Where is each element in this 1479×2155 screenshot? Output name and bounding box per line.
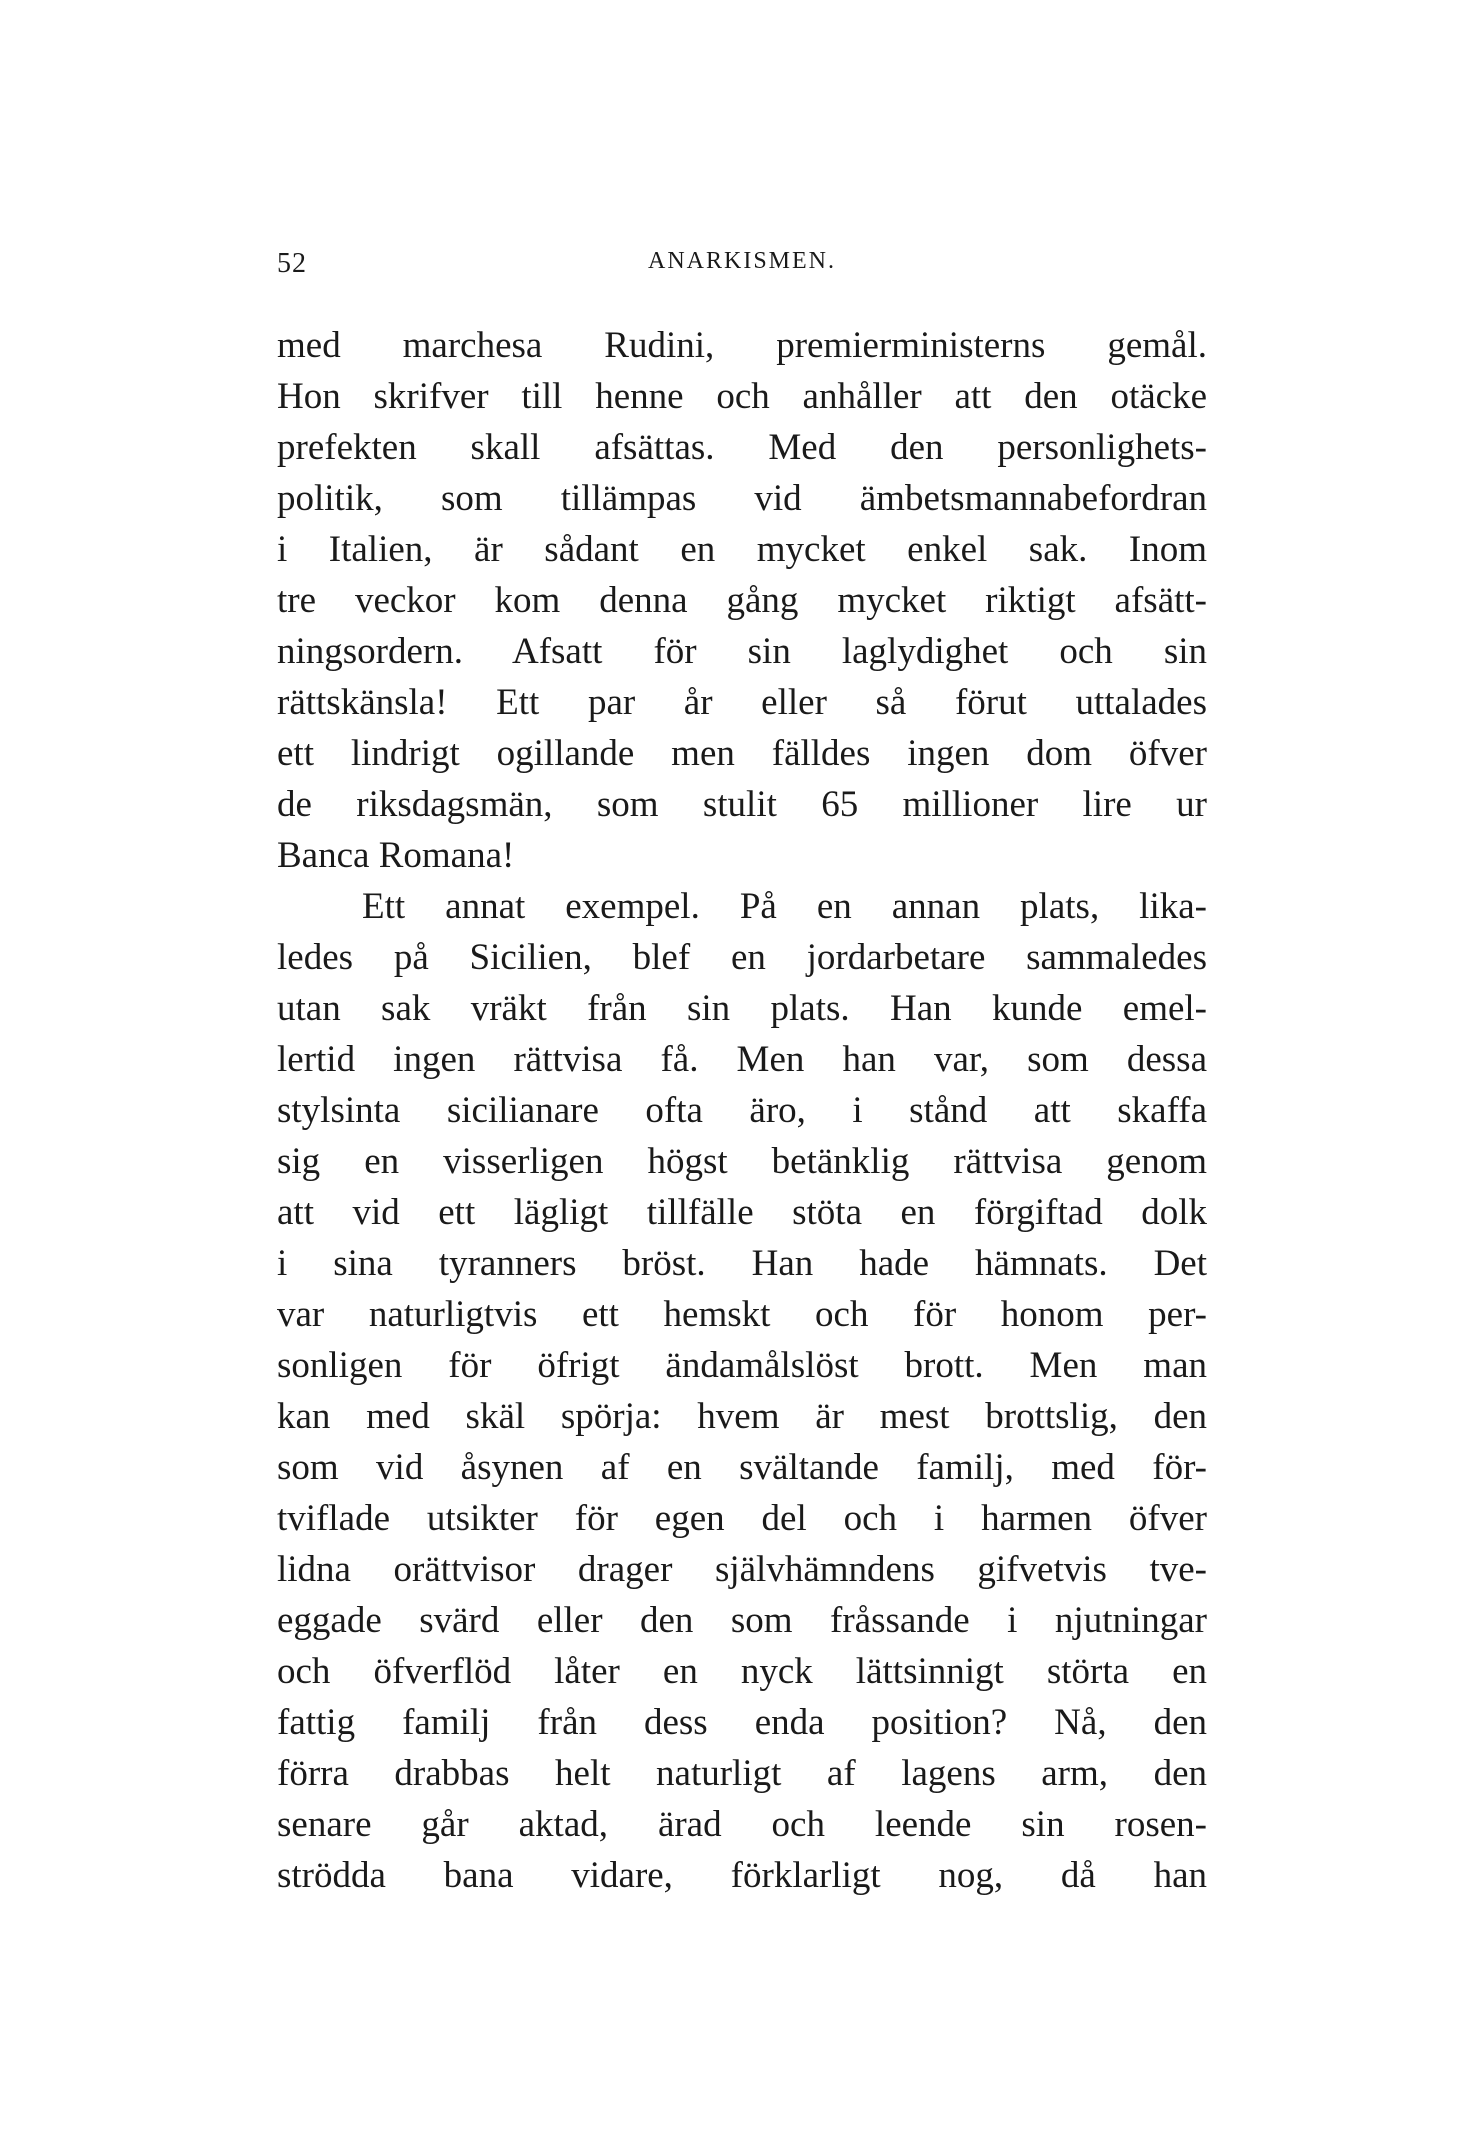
- text-line: med marchesa Rudini, premierministerns gemål.: [277, 325, 1207, 366]
- text-line: lidna orättvisor drager självhämndens gifvetvis tve-: [277, 1549, 1207, 1590]
- text-line: tviflade utsikter för egen del och i harmen öfver: [277, 1498, 1207, 1539]
- text-line: ningsordern. Afsatt för sin laglydighet och sin: [277, 631, 1207, 672]
- text-line: rättskänsla! Ett par år eller så förut uttalades: [277, 682, 1207, 723]
- text-line: sig en visserligen högst betänklig rättvisa genom: [277, 1141, 1207, 1182]
- text-line: ett lindrigt ogillande men fälldes ingen dom öfver: [277, 733, 1207, 774]
- text-line: strödda bana vidare, förklarligt nog, då han: [277, 1855, 1207, 1896]
- text-line: var naturligtvis ett hemskt och för honom per-: [277, 1294, 1207, 1335]
- text-line: kan med skäl spörja: hvem är mest brottslig, den: [277, 1396, 1207, 1437]
- text-line: eggade svärd eller den som fråssande i njutningar: [277, 1600, 1207, 1641]
- paragraph-end-line: Banca Romana!: [277, 835, 515, 876]
- text-line: i Italien, är sådant en mycket enkel sak. Inom: [277, 529, 1207, 570]
- text-line: utan sak vräkt från sin plats. Han kunde emel-: [277, 988, 1207, 1029]
- page-number: 52: [277, 248, 307, 279]
- text-line: lertid ingen rättvisa få. Men han var, som dessa: [277, 1039, 1207, 1080]
- text-line: fattig familj från dess enda position? Nå, den: [277, 1702, 1207, 1743]
- text-line: Hon skrifver till henne och anhåller att den otäcke: [277, 376, 1207, 417]
- running-title: ANARKISMEN.: [647, 248, 836, 274]
- text-line: i sina tyranners bröst. Han hade hämnats. Det: [277, 1243, 1207, 1284]
- text-line: ledes på Sicilien, blef en jordarbetare sammaledes: [277, 937, 1207, 978]
- text-line: senare går aktad, ärad och leende sin rosen-: [277, 1804, 1207, 1845]
- text-line: de riksdagsmän, som stulit 65 millioner lire ur: [277, 784, 1207, 825]
- text-line: sonligen för öfrigt ändamålslöst brott. Men man: [277, 1345, 1207, 1386]
- running-head: [277, 248, 1207, 288]
- text-line: som vid åsynen af en svältande familj, med för-: [277, 1447, 1207, 1488]
- body-text: [277, 320, 1207, 1901]
- text-line: och öfverflöd låter en nyck lättsinnigt störta en: [277, 1651, 1207, 1692]
- paragraph-start-line: Ett annat exempel. På en annan plats, lika-: [362, 886, 1207, 927]
- text-line: att vid ett lägligt tillfälle stöta en förgiftad dolk: [277, 1192, 1207, 1233]
- text-line: förra drabbas helt naturligt af lagens arm, den: [277, 1753, 1207, 1794]
- text-line: prefekten skall afsättas. Med den personlighets-: [277, 427, 1207, 468]
- text-line: tre veckor kom denna gång mycket riktigt afsätt-: [277, 580, 1207, 621]
- text-line: stylsinta sicilianare ofta äro, i stånd att skaffa: [277, 1090, 1207, 1131]
- text-line: politik, som tillämpas vid ämbetsmannabefordran: [277, 478, 1207, 519]
